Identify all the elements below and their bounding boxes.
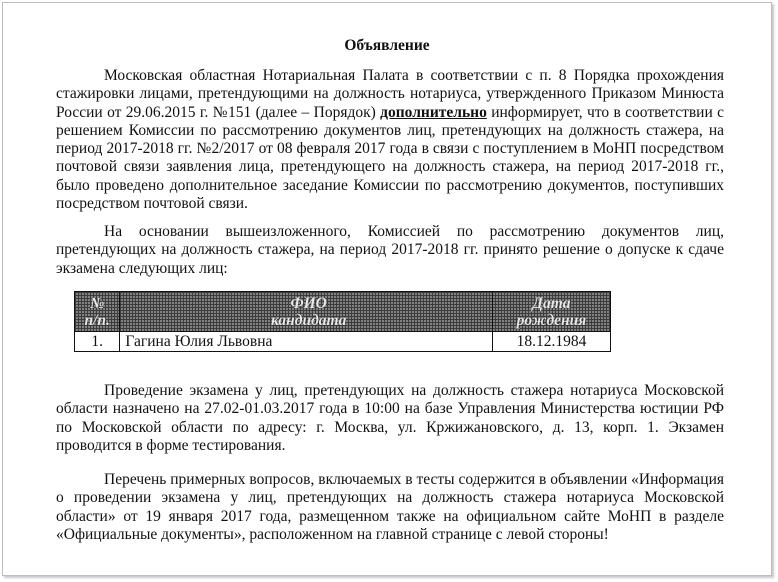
paragraph-exam-info: Проведение экзамена у лиц, претендующих на должность стажера нотариуса Московской области назначено на 27.02-01.03.2017 года в 10:00 на базе Управления Министерства юстиции РФ по Московской области по адресу: г. Москва, ул. Кржижановского, д. 13, корп. 1. Экзамен проводится в форме тестирования. [56, 382, 724, 454]
announcement-page [2, 2, 772, 576]
paragraph-questions-info: Перечень примерных вопросов, включаемых в тесты содержится в объявлении «Информация о проведении экзамена у лиц, претендующих на должность стажера нотариуса Московской области» от 19 января 2017 года, размещенном также на официальном сайте МоНП в разделе «Официальные документы», расположенном на главной странице с левой стороны! [56, 471, 724, 543]
header-birth-date [492, 292, 610, 332]
header-birth-date-line1: Дата [532, 294, 571, 312]
cell-number: 1. [75, 332, 120, 352]
header-candidate-name-line2: кандидата [270, 311, 347, 329]
header-candidate-name-line1: ФИО [290, 294, 327, 312]
paragraph-intro-text-after: информирует, что в соответствии с решением Комиссии по рассмотрению документов лиц, претендующих на должность стажера, на период 2017-2018 гг. №2/2017 от 08 февраля 2017 года в связи с поступлением в МоНП посредством почтовой связи заявления лица, претендующего на должность стажера, на период 2017-2018 гг., было проведено дополнительное заседание Комиссии по рассмотрению документов, поступивших посредством почтовой связи. [56, 103, 724, 213]
paragraph-decision: На основании вышеизложенного, Комиссией по рассмотрению документов лиц, претендующих на должность стажера, на период 2017-2018 гг. принято решение о допуске к сдаче экзамена следующих лиц: [56, 223, 724, 277]
candidates-table-header-row [75, 292, 611, 332]
header-birth-date-line2: рождения [516, 311, 587, 329]
header-number [75, 292, 120, 332]
header-number-line1: № [90, 294, 105, 312]
header-number-line2: п/п. [84, 311, 110, 329]
table-row [75, 332, 611, 352]
cell-candidate-name: Гагина Юлия Львовна [120, 332, 492, 352]
cell-birth-date: 18.12.1984 [492, 332, 610, 352]
paragraph-intro [56, 67, 724, 213]
emphasis-additionally: дополнительно [380, 103, 487, 121]
header-candidate-name [120, 292, 492, 332]
document-title: Объявление [344, 37, 430, 54]
candidates-table [74, 291, 611, 352]
paragraph-intro-text-before: Московская областная Нотариальная Палата в соответствии с п. 8 Порядка прохождения стажировки лицами, претендующими на должность нотариуса, утвержденного Приказом Минюста России от 29.06.2015 г. №151 (далее – Порядок) [56, 67, 724, 121]
